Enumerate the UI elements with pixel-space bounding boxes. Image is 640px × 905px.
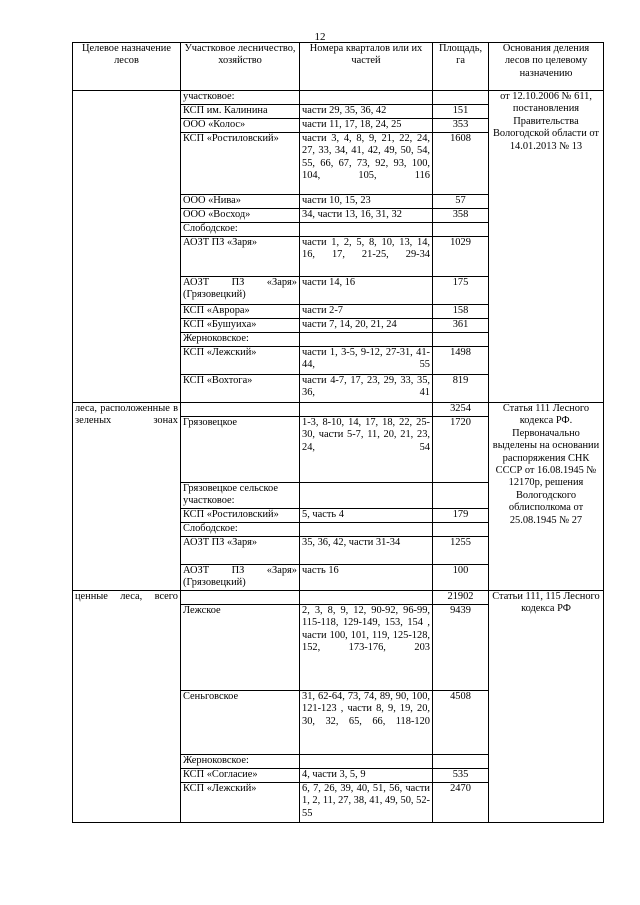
- quarters-cell: части 11, 17, 18, 24, 25: [300, 119, 433, 133]
- header-quarters: Номера кварталов или их частей: [300, 43, 433, 91]
- forestry-cell: ООО «Нива»: [181, 195, 300, 209]
- forestry-cell: ООО «Колос»: [181, 119, 300, 133]
- purpose-cell: ценные леса, всего: [73, 590, 181, 822]
- forestry-cell: КСП «Лежский»: [181, 347, 300, 375]
- header-purpose: Целевое назначение лесов: [73, 43, 181, 91]
- quarters-cell: [300, 333, 433, 347]
- forestry-cell: Лежское: [181, 604, 300, 690]
- basis-cell: Статья 111 Лесного кодекса РФ. Первоначально выделены на основании распоряжения СНК СССР от 16.08.1945 № 12170р, решения Вологодского облисполкома от 25.08.1945 № 27: [489, 403, 604, 591]
- area-cell: 100: [433, 565, 489, 591]
- quarters-cell: части 3, 4, 8, 9, 21, 22, 24, 27, 33, 34, 41, 42, 49, 50, 54, 55, 66, 67, 73, 92, 93, 100, 104, 105, 116: [300, 133, 433, 195]
- area-cell: 3254: [433, 403, 489, 417]
- forestry-cell: участковое:: [181, 91, 300, 105]
- area-cell: 535: [433, 768, 489, 782]
- forestry-cell: АОЗТ ПЗ «Заря»: [181, 237, 300, 277]
- forestry-cell: Слободское:: [181, 223, 300, 237]
- area-cell: [433, 523, 489, 537]
- quarters-cell: 35, 36, 42, части 31-34: [300, 537, 433, 565]
- forestry-cell: АОЗТ ПЗ «Заря» (Грязовецкий): [181, 565, 300, 591]
- forestry-cell: Грязовецкое сельское участковое:: [181, 483, 300, 509]
- area-cell: 1255: [433, 537, 489, 565]
- area-cell: 4508: [433, 690, 489, 754]
- quarters-cell: части 14, 16: [300, 277, 433, 305]
- area-cell: 361: [433, 319, 489, 333]
- area-cell: 2470: [433, 782, 489, 822]
- quarters-cell: 5, часть 4: [300, 509, 433, 523]
- forest-purpose-table: [72, 42, 604, 823]
- forestry-cell: Слободское:: [181, 523, 300, 537]
- forestry-cell: Жерноковское:: [181, 333, 300, 347]
- forestry-cell: КСП им. Калинина: [181, 105, 300, 119]
- area-cell: 819: [433, 375, 489, 403]
- forestry-cell: АОЗТ ПЗ «Заря» (Грязовецкий): [181, 277, 300, 305]
- quarters-cell: 6, 7, 26, 39, 40, 51, 56, части 1, 2, 11, 27, 38, 41, 49, 50, 52-55: [300, 782, 433, 822]
- quarters-cell: [300, 523, 433, 537]
- forestry-cell: Сеньговское: [181, 690, 300, 754]
- basis-cell: от 12.10.2006 № 611, постановления Правительства Вологодской области от 14.01.2013 № 13: [489, 91, 604, 403]
- quarters-cell: [300, 483, 433, 509]
- quarters-cell: 1-3, 8-10, 14, 17, 18, 22, 25-30, части 5-7, 11, 20, 21, 23, 24, 54: [300, 417, 433, 483]
- quarters-cell: часть 16: [300, 565, 433, 591]
- table-row: [73, 403, 604, 417]
- forestry-cell: КСП «Бушуиха»: [181, 319, 300, 333]
- forestry-cell: [181, 403, 300, 417]
- area-cell: 175: [433, 277, 489, 305]
- area-cell: 57: [433, 195, 489, 209]
- forestry-cell: КСП «Ростиловский»: [181, 509, 300, 523]
- forestry-cell: КСП «Лежский»: [181, 782, 300, 822]
- area-cell: 158: [433, 305, 489, 319]
- forestry-cell: КСП «Ростиловский»: [181, 133, 300, 195]
- quarters-cell: [300, 590, 433, 604]
- forestry-cell: [181, 590, 300, 604]
- header-basis: Основания деления лесов по целевому назначению: [489, 43, 604, 91]
- area-cell: [433, 754, 489, 768]
- quarters-cell: 4, части 3, 5, 9: [300, 768, 433, 782]
- area-cell: 1608: [433, 133, 489, 195]
- purpose-cell: леса, расположенные в зеленых зонах: [73, 403, 181, 591]
- area-cell: 1498: [433, 347, 489, 375]
- quarters-cell: части 29, 35, 36, 42: [300, 105, 433, 119]
- forestry-cell: Грязовецкое: [181, 417, 300, 483]
- area-cell: 1029: [433, 237, 489, 277]
- quarters-cell: части 2-7: [300, 305, 433, 319]
- area-cell: [433, 223, 489, 237]
- area-cell: 1720: [433, 417, 489, 483]
- forestry-cell: КСП «Вохтога»: [181, 375, 300, 403]
- area-cell: 358: [433, 209, 489, 223]
- area-cell: [433, 333, 489, 347]
- area-cell: 179: [433, 509, 489, 523]
- quarters-cell: 34, части 13, 16, 31, 32: [300, 209, 433, 223]
- forestry-cell: Жерноковское:: [181, 754, 300, 768]
- area-cell: [433, 91, 489, 105]
- header-area: Площадь, га: [433, 43, 489, 91]
- forestry-cell: КСП «Аврора»: [181, 305, 300, 319]
- basis-cell: Статьи 111, 115 Лесного кодекса РФ: [489, 590, 604, 822]
- forestry-cell: КСП «Согласие»: [181, 768, 300, 782]
- area-cell: 9439: [433, 604, 489, 690]
- table-header-row: [73, 43, 604, 91]
- quarters-cell: части 1, 3-5, 9-12, 27-31, 41-44, 55: [300, 347, 433, 375]
- table-row: [73, 590, 604, 604]
- table-body: [73, 91, 604, 823]
- area-cell: 21902: [433, 590, 489, 604]
- header-forestry: Участковое лесничество, хозяйство: [181, 43, 300, 91]
- table-row: [73, 91, 604, 105]
- purpose-cell: [73, 91, 181, 403]
- quarters-cell: [300, 754, 433, 768]
- quarters-cell: части 1, 2, 5, 8, 10, 13, 14, 16, 17, 21-25, 29-34: [300, 237, 433, 277]
- area-cell: [433, 483, 489, 509]
- forestry-cell: ООО «Восход»: [181, 209, 300, 223]
- page-number: 12: [314, 31, 326, 43]
- quarters-cell: 31, 62-64, 73, 74, 89, 90, 100, 121-123 , части 8, 9, 19, 20, 30, 32, 65, 66, 118-120: [300, 690, 433, 754]
- quarters-cell: части 4-7, 17, 23, 29, 33, 35, 36, 41: [300, 375, 433, 403]
- quarters-cell: [300, 91, 433, 105]
- quarters-cell: [300, 403, 433, 417]
- quarters-cell: части 7, 14, 20, 21, 24: [300, 319, 433, 333]
- area-cell: 151: [433, 105, 489, 119]
- quarters-cell: 2, 3, 8, 9, 12, 90-92, 96-99, 115-118, 129-149, 153, 154 , части 100, 101, 119, 125-128, 152, 173-176, 203: [300, 604, 433, 690]
- quarters-cell: части 10, 15, 23: [300, 195, 433, 209]
- area-cell: 353: [433, 119, 489, 133]
- quarters-cell: [300, 223, 433, 237]
- forestry-cell: АОЗТ ПЗ «Заря»: [181, 537, 300, 565]
